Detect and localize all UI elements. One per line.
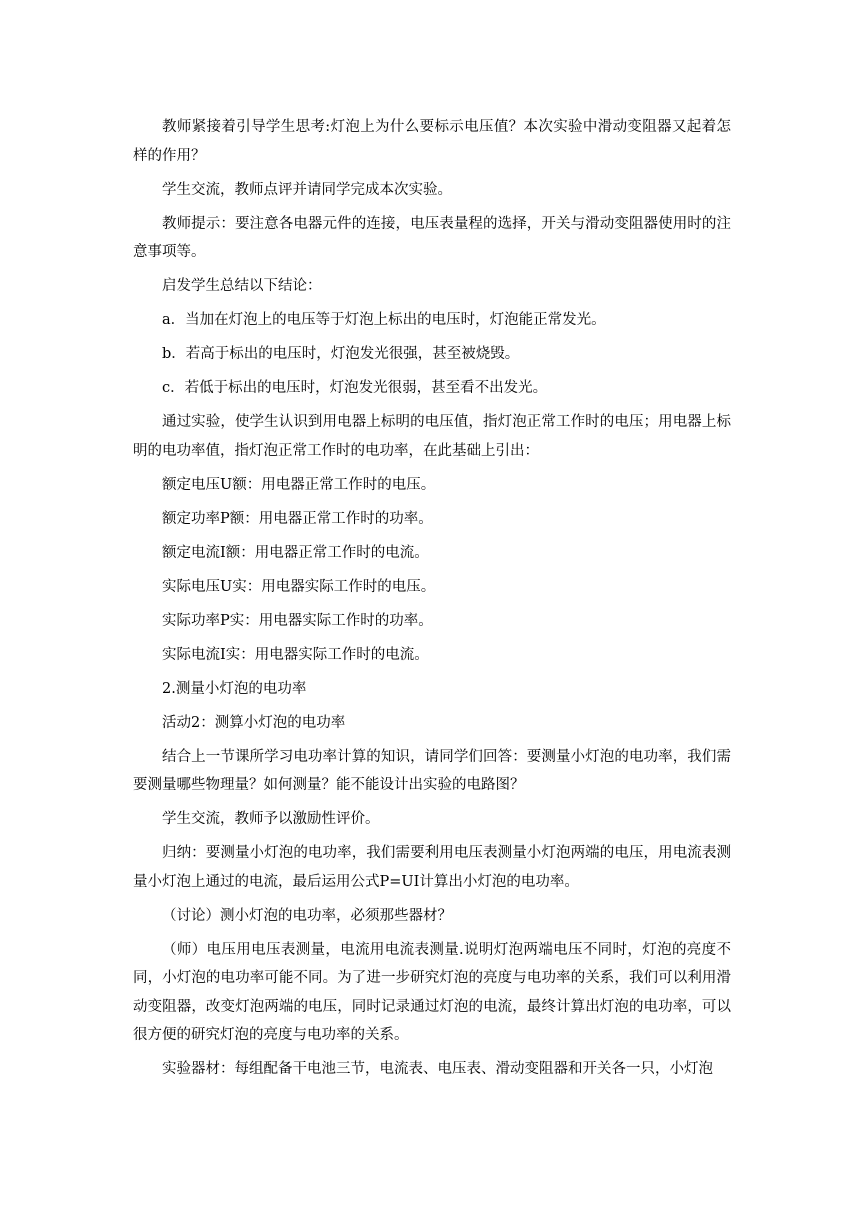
paragraph: 学生交流，教师点评并请同学完成本次实验。 [162,181,452,198]
activity-heading: 活动2：测算小灯泡的电功率 [162,714,346,731]
paragraph: 实验器材：每组配备干电池三节，电流表、电压表、滑动变阻器和开关各一只，小灯泡 [162,1061,713,1077]
section-heading: 2.测量小灯泡的电功率 [162,680,307,697]
paragraph: 归纳：要测量小灯泡的电功率，我们需要利用电压表测量小灯泡两端的电压，用电流表测量小灯泡上通过的电流，最后运用公式P=UI计算出小灯泡的电功率。 [133,845,731,890]
paragraph: 教师提示：要注意各电器元件的连接，电压表量程的选择，开关与滑动变阻器使用时的注意事项等。 [133,215,731,260]
paragraph: 通过实验，使学生认识到用电器上标明的电压值，指灯泡正常工作时的电压；用电器上标明的电功率值，指灯泡正常工作时的电功率，在此基础上引出： [133,414,731,459]
paragraph: （师）电压用电压表测量，电流用电流表测量.说明灯泡两端电压不同时，灯泡的亮度不同，小灯泡的电功率可能不同。为了进一步研究灯泡的亮度与电功率的关系，我们可以利用滑动变阻器，改变灯泡两端的电压，同时记录通过灯泡的电流，最终计算出灯泡的电功率，可以很方便的研究灯泡的亮度与电功率的关系。 [133,941,731,1043]
definition-actual-power: 实际功率P实：用电器实际工作时的功率。 [162,612,433,629]
paragraph: 教师紧接着引导学生思考:灯泡上为什么要标示电压值？本次实验中滑动变阻器又起着怎样的作用？ [133,119,731,164]
paragraph: 启发学生总结以下结论： [162,278,322,294]
paragraph: （讨论）测小灯泡的电功率，必须那些器材？ [162,907,452,924]
document-body [133,113,731,1089]
definition-actual-voltage: 实际电压U实：用电器实际工作时的电压。 [162,578,436,595]
definition-rated-power: 额定功率P额：用电器正常工作时的功率。 [162,510,433,527]
definition-rated-current: 额定电流I额：用电器正常工作时的电流。 [162,544,429,561]
definition-rated-voltage: 额定电压U额：用电器正常工作时的电压。 [162,476,436,493]
conclusion-item-b: b．若高于标出的电压时，灯泡发光很强，甚至被烧毁。 [162,346,520,362]
paragraph: 学生交流，教师予以激励性评价。 [162,811,380,827]
paragraph: 结合上一节课所学习电功率计算的知识，请同学们回答：要测量小灯泡的电功率，我们需要测量哪些物理量？如何测量？能不能设计出实验的电路图？ [133,748,731,793]
definition-actual-current: 实际电流I实：用电器实际工作时的电流。 [162,646,429,663]
conclusion-item-a: a．当加在灯泡上的电压等于灯泡上标出的电压时，灯泡能正常发光。 [162,312,606,328]
conclusion-item-c: c．若低于标出的电压时，灯泡发光很弱，甚至看不出发光。 [162,380,548,396]
